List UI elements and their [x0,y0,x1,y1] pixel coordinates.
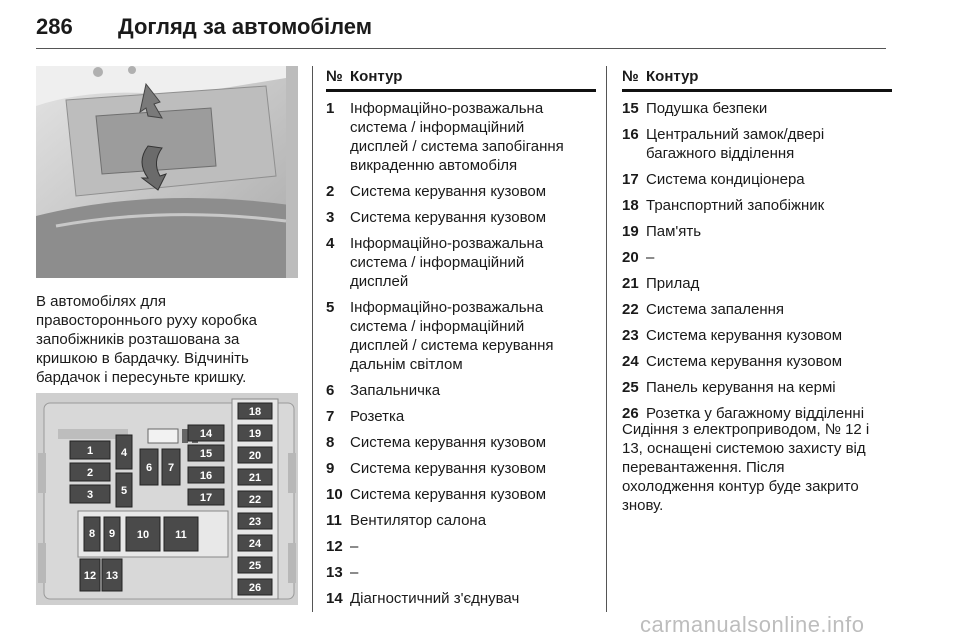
fusebox-location-caption [36,292,298,387]
fuse-number: 4 [326,235,335,252]
circuit-description [350,407,596,426]
circuit-description [646,222,892,241]
fuse-number: 11 [326,512,342,529]
fuse-number: 23 [622,327,639,344]
fuse-label-13: 13 [105,570,119,582]
circuit-line: Система кондиціонера [646,171,805,188]
circuit-line: Розетка [350,408,405,425]
circuit-line: Розетка у багажному відділенні [646,405,865,422]
fuse-12 [80,559,100,591]
circuit-description [350,563,596,582]
caption-line: правостороннього руху коробка [36,312,257,329]
table-row [622,274,892,293]
table-row [326,208,596,227]
fuse-4 [116,435,132,469]
fuse-label-24: 24 [248,538,262,550]
fuse-10 [126,517,160,551]
fuse-1 [70,441,110,459]
table-row [622,170,892,189]
circuit-line: Система керування кузовом [646,327,843,344]
circuit-description [646,300,892,319]
table-row [622,378,892,397]
table-rows [326,99,596,608]
circuit-description [350,99,596,175]
header-underline [622,89,892,92]
fuse-16 [188,467,224,483]
note-line: охолодження контур буде закрито [622,478,859,495]
fuse-label-11: 11 [175,529,187,541]
fuse-label-16: 16 [199,470,213,482]
header-underline [326,89,596,92]
col-circuit-header: Контур [350,68,403,85]
circuit-line: система / інформаційний [350,119,525,136]
circuit-line: Система запалення [646,301,785,318]
fuse-number: 22 [622,301,639,318]
fuse-number: 17 [622,171,639,188]
table-row [326,407,596,426]
fuse-number: 18 [622,197,639,214]
circuit-description [350,485,596,504]
note-line: Сидіння з електроприводом, № 12 і [622,421,870,438]
fuse-19 [238,425,272,441]
col-number-header: № [622,68,639,85]
fuse-number: 12 [326,538,343,555]
circuit-description [350,234,596,291]
note-line: перевантаження. Після [622,459,785,476]
fuse-20 [238,447,272,463]
circuit-line: Інформаційно-розважальна [350,299,544,316]
fuse-label-3: 3 [86,489,94,501]
table-rows [622,99,892,423]
circuit-line: викраденню автомобіля [350,157,518,174]
fuse-number: 16 [622,126,639,143]
fuse-15 [188,445,224,461]
fuse-17 [188,489,224,505]
note-line: знову. [622,497,664,514]
circuit-line: Прилад [646,275,700,292]
table-row [622,352,892,371]
fuse-label-8: 8 [88,528,96,540]
fuse-label-15: 15 [199,448,213,460]
fuse-label-19: 19 [248,428,262,440]
circuit-line: система / інформаційний [350,318,525,335]
fuse-22 [238,491,272,507]
caption-line: В автомобілях для [36,293,166,310]
fuse-number: 24 [622,353,639,370]
fuse-number: 19 [622,223,639,240]
fuse-label-22: 22 [248,494,262,506]
fuse-number: 13 [326,564,343,581]
circuit-description [350,537,596,556]
circuit-line: – [646,249,655,266]
fuse-number: 9 [326,460,335,477]
fuse-number: 3 [326,209,335,226]
fuse-label-2: 2 [86,467,94,479]
circuit-line: Інформаційно-розважальна [350,100,544,117]
fuse-number: 6 [326,382,335,399]
fuse-23 [238,513,272,529]
fusebox-diagram [36,393,298,605]
circuit-line: Запальничка [350,382,441,399]
table-row [326,563,596,582]
fuse-label-7: 7 [167,462,175,474]
circuit-line: – [350,538,359,555]
circuit-description [350,182,596,201]
fuse-label-6: 6 [145,462,153,474]
circuit-description [646,378,892,397]
circuit-line: дисплей / система керування [350,337,554,354]
table-row [326,381,596,400]
circuit-line: Панель керування на кермі [646,379,836,396]
fuse-label-10: 10 [136,529,150,541]
fuse-number: 14 [326,590,343,607]
circuit-line: Система керування кузовом [350,434,547,451]
glovebox-photo [36,66,298,278]
circuit-line: Інформаційно-розважальна [350,235,544,252]
fuse-table-2 [622,66,892,423]
fuse-label-23: 23 [248,516,262,528]
fuse-label-12: 12 [83,570,97,582]
table-row [622,125,892,163]
table-row [326,589,596,608]
table-row [622,196,892,215]
fuse-label-25: 25 [248,560,262,572]
fuse-5 [116,473,132,507]
circuit-line: – [350,564,359,581]
circuit-description [646,125,892,163]
fuse-7 [162,449,180,485]
table-header [326,66,596,92]
header-rule [36,48,886,49]
caption-line: запобіжників розташована за [36,331,240,348]
circuit-line: багажного відділення [646,145,795,162]
overload-note [622,420,892,515]
note-line: 13, оснащені системою захисту від [622,440,866,457]
col-number-header: № [326,68,343,85]
table-row [326,433,596,452]
fuse-label-17: 17 [199,492,213,504]
circuit-description [646,274,892,293]
circuit-description [350,511,596,530]
table-row [622,326,892,345]
fuse-label-18: 18 [248,406,262,418]
fuse-3 [70,485,110,503]
circuit-description [350,433,596,452]
fuse-label-5: 5 [120,485,128,497]
fuse-24 [238,535,272,551]
circuit-line: Пам'ять [646,223,702,240]
table-row [326,511,596,530]
circuit-description [646,196,892,215]
circuit-description [350,459,596,478]
fuse-label-4: 4 [120,447,128,459]
table-row [326,459,596,478]
circuit-line: дальнім світлом [350,356,463,373]
fuse-number: 25 [622,379,639,396]
table-row [622,222,892,241]
fuse-6 [140,449,158,485]
col-circuit-header: Контур [646,68,699,85]
table-row [326,298,596,374]
table-row [622,300,892,319]
circuit-line: Система керування кузовом [350,486,547,503]
fuse-number: 10 [326,486,343,503]
table-row [326,537,596,556]
circuit-line: система / інформаційний [350,254,525,271]
fuse-number: 21 [622,275,639,292]
circuit-line: Система керування кузовом [646,353,843,370]
fuse-13 [102,559,122,591]
circuit-line: Центральний замок/двері [646,126,825,143]
circuit-line: Система керування кузовом [350,209,547,226]
circuit-line: дисплей [350,273,409,290]
circuit-description [350,208,596,227]
fuse-table-1 [326,66,596,608]
fuse-number: 7 [326,408,335,425]
circuit-description [646,99,892,118]
circuit-description [646,248,892,267]
fuse-11 [164,517,198,551]
fuse-25 [238,557,272,573]
watermark: carmanualsonline.info [640,612,865,637]
fuse-number: 20 [622,249,639,266]
fuse-label-26: 26 [248,582,262,594]
fuse-18 [238,403,272,419]
table-row [622,248,892,267]
table-row [326,485,596,504]
fuse-14 [188,425,224,441]
circuit-description [646,352,892,371]
table-row [326,182,596,201]
fuse-label-20: 20 [248,450,262,462]
fuse-number: 1 [326,100,335,117]
circuit-line: Вентилятор салона [350,512,487,529]
circuit-line: дисплей / система запобігання [350,138,564,155]
circuit-description [646,170,892,189]
caption-line: кришкою в бардачку. Відчиніть [36,350,249,367]
page-number: 286 [36,14,73,39]
circuit-description [350,298,596,374]
column-divider [606,66,607,612]
table-header [622,66,892,92]
fuse-2 [70,463,110,481]
fuse-9 [104,517,120,551]
circuit-description [350,589,596,608]
circuit-line: Система керування кузовом [350,183,547,200]
fuse-label-21: 21 [248,472,262,484]
fuse-26 [238,579,272,595]
circuit-description [350,381,596,400]
fuse-label-1: 1 [86,445,94,457]
circuit-line: Транспортний запобіжник [646,197,825,214]
caption-line: бардачок і пересуньте кришку. [36,369,247,386]
page-title: Догляд за автомобілем [118,14,373,39]
table-row [622,99,892,118]
fuse-label-14: 14 [199,428,213,440]
fuse-label-9: 9 [108,528,116,540]
page-header [36,12,886,52]
fuse-number: 2 [326,183,335,200]
fuse-number: 8 [326,434,335,451]
circuit-description [646,326,892,345]
table-row [326,99,596,175]
circuit-line: Подушка безпеки [646,100,768,117]
column-divider [312,66,313,612]
circuit-line: Діагностичний з'єднувач [350,590,520,607]
fuse-8 [84,517,100,551]
table-row [326,234,596,291]
fuse-number: 15 [622,100,639,117]
fuse-number: 26 [622,405,639,422]
fuse-21 [238,469,272,485]
circuit-line: Система керування кузовом [350,460,547,477]
fuse-number: 5 [326,299,335,316]
